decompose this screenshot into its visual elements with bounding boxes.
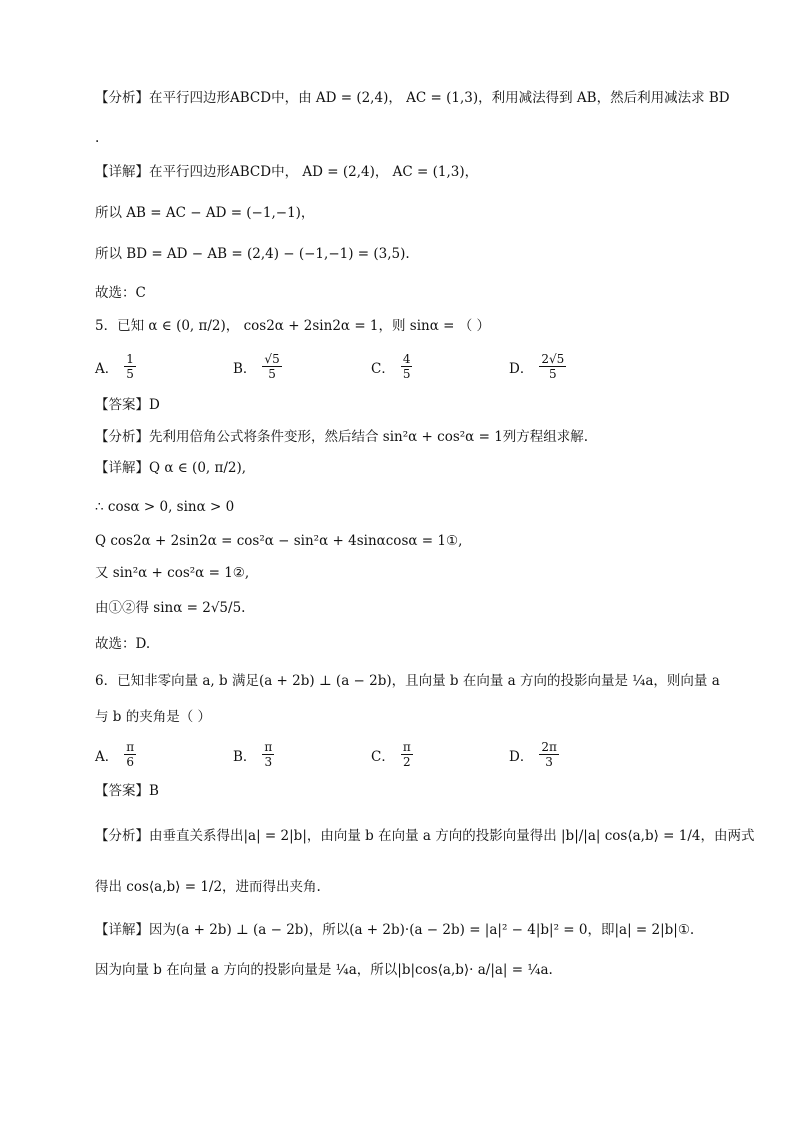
answer-option <box>233 740 371 769</box>
option-letter: B． <box>233 748 257 765</box>
option-fraction <box>539 740 559 769</box>
text-line <box>95 531 462 551</box>
option-letter: C． <box>371 748 395 765</box>
fraction-denominator: 3 <box>264 755 273 769</box>
fraction-numerator: π <box>126 740 135 754</box>
answer-option <box>509 352 647 381</box>
line-text: 因为(a + 2b) ⊥ (a − 2b)，所以(a + 2b)·(a − 2b) = |a|² − 4|b|² = 0，即|a| = 2|b|①. <box>149 922 695 938</box>
answer-option <box>371 740 509 769</box>
text-line <box>95 671 720 691</box>
option-letter: D． <box>509 748 534 765</box>
option-letter: C． <box>371 360 395 377</box>
line-text: 在平行四边形ABCD中， AD = (2,4)， AC = (1,3)， <box>149 164 479 180</box>
line-text: 由垂直关系得出|a| = 2|b|，由向量 b 在向量 a 方向的投影向量得出 |b|/|a| cos⟨a,b⟩ = 1/4，由两式 <box>149 828 755 844</box>
line-text: 5．已知 α ∈ (0, π/2)， cos2α + 2sin2α = 1，则 sinα = （ ） <box>95 318 491 334</box>
line-text: 得出 cos⟨a,b⟩ = 1/2，进而得出夹角. <box>95 879 321 895</box>
text-line <box>95 395 160 415</box>
line-text: 所以 AB = AC − AD = (−1,−1)， <box>95 205 315 221</box>
line-text: 所以 BD = AD − AB = (2,4) − (−1,−1) = (3,5). <box>95 246 410 262</box>
text-line <box>95 162 478 182</box>
text-line <box>95 920 694 940</box>
line-text: Q α ∈ (0, π/2), <box>149 460 247 476</box>
text-line <box>95 203 314 223</box>
answer-option <box>371 352 509 381</box>
section-tag: 【分析】 <box>95 828 149 844</box>
option-fraction <box>262 352 281 381</box>
answer-option <box>509 740 647 769</box>
text-line <box>95 283 146 303</box>
option-fraction <box>401 740 413 769</box>
text-line <box>95 960 553 980</box>
line-text: 故选：C <box>95 285 146 301</box>
line-text: B <box>149 783 159 799</box>
text-line <box>95 781 159 801</box>
fraction-numerator: π <box>264 740 273 754</box>
line-text: D <box>149 397 160 413</box>
fraction-numerator: 1 <box>126 352 134 366</box>
line-text: 先利用倍角公式将条件变形，然后结合 sin²α + cos²α = 1列方程组求解. <box>149 429 589 445</box>
line-text: 因为向量 b 在向量 a 方向的投影向量是 ¼a，所以|b|cos⟨a,b⟩· a/|a| = ¼a. <box>95 962 553 978</box>
text-line <box>95 634 150 654</box>
section-tag: 【答案】 <box>95 783 149 799</box>
fraction-numerator: √5 <box>264 352 280 366</box>
line-text: 在平行四边形ABCD中，由 AD = (2,4)， AC = (1,3)，利用减法得到 AB，然后利用减法求 BD <box>149 90 730 106</box>
line-text: Q cos2α + 2sin2α = cos²α − sin²α + 4sinαcosα = 1①, <box>95 533 463 549</box>
text-line <box>95 316 490 336</box>
fraction-numerator: 2π <box>541 740 557 754</box>
option-fraction <box>539 352 566 381</box>
option-fraction <box>124 740 136 769</box>
text-line <box>95 826 755 846</box>
fraction-denominator: 5 <box>126 367 134 381</box>
section-tag: 【答案】 <box>95 397 149 413</box>
section-tag: 【详解】 <box>95 460 149 476</box>
section-tag: 【分析】 <box>95 429 149 445</box>
line-text: 与 b 的夹角是（ ） <box>95 709 212 725</box>
line-text: ∴ cosα > 0, sinα > 0 <box>95 499 235 515</box>
option-letter: A． <box>95 748 119 765</box>
fraction-denominator: 5 <box>268 367 276 381</box>
option-fraction <box>262 740 274 769</box>
fraction-numerator: 4 <box>402 352 411 366</box>
q5-options <box>95 352 647 381</box>
text-line <box>95 427 588 447</box>
option-fraction <box>401 352 413 381</box>
answer-option <box>95 352 233 381</box>
fraction-numerator: π <box>402 740 411 754</box>
option-letter: A． <box>95 360 119 377</box>
text-line <box>95 707 211 727</box>
fraction-denominator: 5 <box>548 367 557 381</box>
fraction-denominator: 2 <box>402 755 411 769</box>
answer-option <box>95 740 233 769</box>
option-letter: D． <box>509 360 534 377</box>
line-text: . <box>95 130 100 146</box>
option-fraction <box>124 352 136 381</box>
line-text: 又 sin²α + cos²α = 1②, <box>95 565 250 581</box>
option-letter: B． <box>233 360 257 377</box>
fraction-denominator: 5 <box>402 367 411 381</box>
text-line <box>95 458 246 478</box>
section-tag: 【详解】 <box>95 164 149 180</box>
section-tag: 【分析】 <box>95 90 149 106</box>
fraction-numerator: 2√5 <box>541 352 565 366</box>
text-line <box>95 598 245 618</box>
text-line <box>95 497 234 517</box>
line-text: 故选：D. <box>95 636 151 652</box>
text-line <box>95 563 249 583</box>
fraction-denominator: 3 <box>545 755 553 769</box>
q6-options <box>95 740 647 769</box>
section-tag: 【详解】 <box>95 922 149 938</box>
text-line <box>95 88 730 108</box>
text-line <box>95 128 99 148</box>
line-text: 6．已知非零向量 a, b 满足(a + 2b) ⊥ (a − 2b)，且向量 b 在向量 a 方向的投影向量是 ¼a，则向量 a <box>95 673 720 689</box>
text-line <box>95 877 321 897</box>
text-line <box>95 244 410 264</box>
fraction-denominator: 6 <box>126 755 135 769</box>
line-text: 由①②得 sinα = 2√5/5. <box>95 600 246 616</box>
answer-option <box>233 352 371 381</box>
